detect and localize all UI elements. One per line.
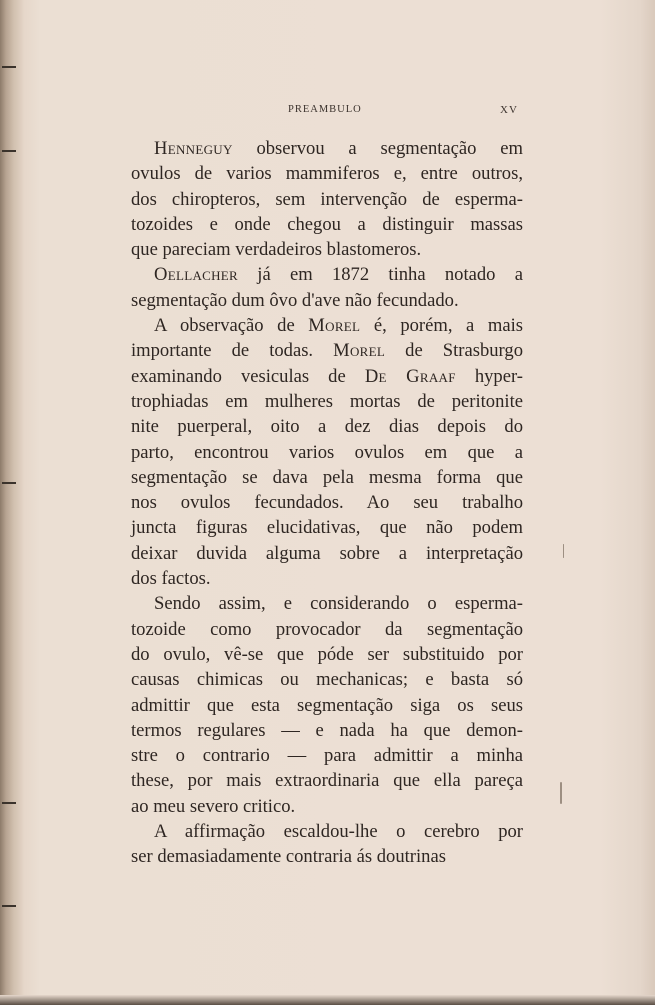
page-number: XV bbox=[500, 104, 518, 116]
line-text: trophiadas em mulheres mortas de peritonite bbox=[131, 390, 523, 412]
line-text: termos regulares — e nada ha que demon- bbox=[131, 719, 523, 741]
line-text: parto, encontrou varios ovulos em que a bbox=[131, 441, 523, 463]
author-name: De Graaf bbox=[364, 365, 456, 387]
line-text: importante de todas. bbox=[131, 340, 334, 362]
author-name: Oellacher bbox=[154, 264, 239, 286]
line-text: deixar duvida alguma sobre a interpretação bbox=[131, 542, 523, 564]
text-line bbox=[131, 313, 523, 338]
text-line bbox=[131, 591, 523, 616]
spine-stitch bbox=[2, 482, 16, 484]
line-text: stre o contrario — para admittir a minha bbox=[131, 745, 523, 767]
running-head-title: PREAMBULO bbox=[288, 104, 362, 115]
text-line bbox=[131, 262, 523, 287]
text-line bbox=[131, 187, 523, 212]
text-line bbox=[131, 465, 523, 490]
line-text: hyper- bbox=[455, 365, 523, 387]
margin-mark bbox=[563, 544, 564, 558]
line-text: que pareciam verdadeiros blastomeros. bbox=[131, 239, 422, 261]
spine-stitch bbox=[2, 802, 16, 804]
text-line bbox=[131, 364, 523, 389]
spine-stitch bbox=[2, 66, 16, 68]
line-text: de Strasburgo bbox=[385, 340, 523, 362]
text-line bbox=[131, 389, 523, 414]
line-text: tozoide como provocador da segmentação bbox=[131, 618, 523, 640]
line-text: these, por mais extraordinaria que ella pareça bbox=[131, 770, 523, 792]
line-text: A observação de bbox=[154, 315, 309, 337]
line-text: segmentação se dava pela mesma forma que bbox=[131, 466, 523, 488]
text-line bbox=[131, 161, 523, 186]
line-text: segmentação dum ôvo d'ave não fecundado. bbox=[131, 289, 459, 311]
text-line bbox=[131, 617, 523, 642]
text-line bbox=[131, 819, 523, 844]
spine-stitch bbox=[2, 905, 16, 907]
line-text: juncta figuras elucidativas, que não podem bbox=[131, 517, 523, 539]
text-line bbox=[131, 515, 523, 540]
line-text: ovulos de varios mammiferos e, entre outros, bbox=[131, 163, 523, 185]
text-line bbox=[131, 743, 523, 768]
text-line bbox=[131, 566, 523, 591]
line-text: do ovulo, vê-se que póde ser substituido por bbox=[131, 643, 523, 665]
text-line bbox=[131, 718, 523, 743]
body-text bbox=[131, 136, 523, 870]
margin-mark bbox=[560, 782, 562, 804]
text-line bbox=[131, 490, 523, 515]
text-line bbox=[131, 642, 523, 667]
text-line bbox=[131, 541, 523, 566]
text-line bbox=[131, 667, 523, 692]
text-line bbox=[131, 693, 523, 718]
author-name: Henneguy bbox=[154, 138, 233, 159]
line-text: causas chimicas ou mechanicas; e basta só bbox=[131, 669, 523, 691]
line-text: dos chiropteros, sem intervenção de esperma- bbox=[131, 188, 523, 210]
running-head bbox=[0, 104, 655, 120]
text-line bbox=[131, 440, 523, 465]
text-line bbox=[131, 794, 523, 819]
line-text: Sendo assim, e considerando o esperma- bbox=[154, 593, 523, 615]
text-line bbox=[131, 338, 523, 363]
text-line bbox=[131, 768, 523, 793]
line-text: nos ovulos fecundados. Ao seu trabalho bbox=[131, 492, 523, 514]
text-line bbox=[131, 414, 523, 439]
text-line bbox=[131, 136, 523, 161]
text-line bbox=[131, 844, 523, 869]
line-text: nite puerperal, oito a dez dias depois do bbox=[131, 416, 523, 438]
line-text: é, porém, a mais bbox=[360, 315, 523, 337]
book-spine bbox=[0, 0, 24, 1005]
line-text: observou a segmentação em bbox=[232, 138, 523, 159]
line-text: já em 1872 tinha notado a bbox=[238, 264, 523, 286]
line-text: ser demasiadamente contraria ás doutrinas bbox=[131, 846, 446, 868]
text-line bbox=[131, 288, 523, 313]
line-text: ao meu severo critico. bbox=[131, 795, 296, 817]
line-text: examinando vesiculas de bbox=[131, 365, 365, 387]
line-text: admittir que esta segmentação siga os seus bbox=[131, 694, 523, 716]
spine-stitch bbox=[2, 150, 16, 152]
author-name: Morel bbox=[308, 315, 361, 337]
line-text: tozoides e onde chegou a distinguir massas bbox=[131, 213, 523, 235]
line-text: A affirmação escaldou-lhe o cerebro por bbox=[154, 821, 523, 843]
text-line bbox=[131, 237, 523, 262]
line-text: dos factos. bbox=[131, 568, 211, 590]
text-line bbox=[131, 212, 523, 237]
author-name: Morel bbox=[333, 340, 386, 362]
